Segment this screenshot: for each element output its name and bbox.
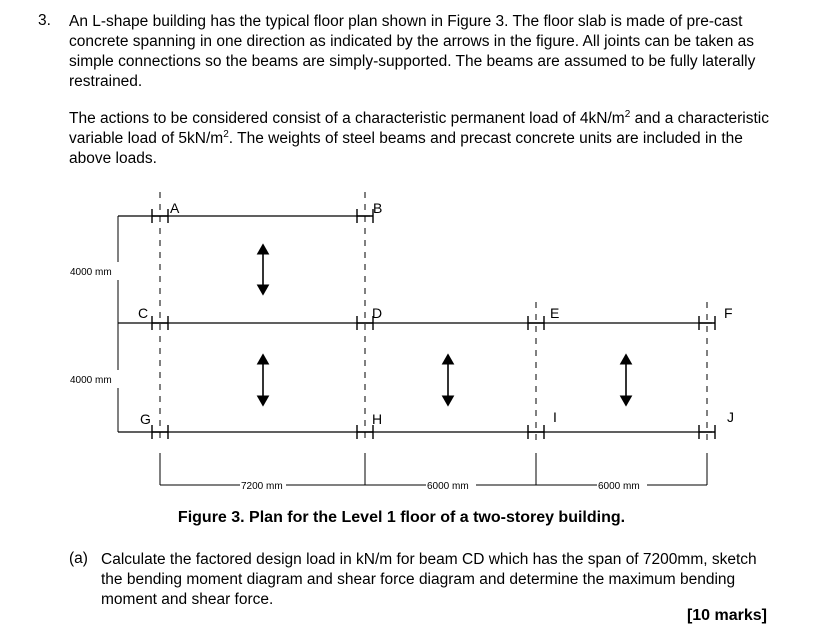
- question-intro: An L-shape building has the typical floor plan shown in Figure 3. The floor slab is made of pre-cast concrete spanning in one direction as indicated by the arrows in the figure. All joints can be taken as simple connections so the beams are simply-supported. The beams are assumed to be fully laterally restrained.: [69, 13, 756, 90]
- label-a: A: [170, 200, 180, 216]
- part-a-text: Calculate the factored design load in kN/m for beam CD which has the span of 7200mm, sketch the bending moment diagram and shear force diagram and determine the maximum bending moment and shear force.: [101, 551, 757, 608]
- label-f: F: [724, 305, 733, 321]
- label-b: B: [373, 200, 383, 216]
- column-gridlines: [160, 192, 707, 440]
- dim-upper-bay: 4000 mm: [70, 267, 112, 278]
- vertical-dimension-labels: [70, 267, 112, 386]
- label-e: E: [550, 305, 560, 321]
- label-g: G: [140, 411, 151, 427]
- horizontal-dimension-labels: [241, 481, 640, 492]
- label-j: J: [727, 409, 734, 425]
- dim-span-de: 6000 mm: [427, 481, 469, 492]
- part-a-label: (a): [69, 550, 88, 567]
- label-c: C: [138, 305, 149, 321]
- label-d: D: [372, 305, 383, 321]
- dim-span-cd: 7200 mm: [241, 481, 283, 492]
- columns: [152, 209, 715, 439]
- question-actions: The actions to be considered consist of a characteristic permanent load of $4kN/m^2$ and a characteristic variable load of $5kN/m^2$. The weights of steel beams and precast concrete units are included in the above loads.: [69, 108, 769, 167]
- label-h: H: [372, 411, 383, 427]
- node-labels: [138, 200, 734, 427]
- figure-caption: [0, 509, 837, 527]
- dim-span-ef: 6000 mm: [598, 481, 640, 492]
- beams: [118, 216, 712, 432]
- figure-caption-text: Figure 3. Plan for the Level 1 floor of a two-storey building.: [177, 509, 626, 526]
- label-i: I: [553, 409, 557, 425]
- question-number: 3.: [38, 12, 51, 29]
- dim-lower-bay: 4000 mm: [70, 375, 112, 386]
- span-arrows: [263, 245, 626, 405]
- part-a-marks: [10 marks]: [686, 607, 767, 624]
